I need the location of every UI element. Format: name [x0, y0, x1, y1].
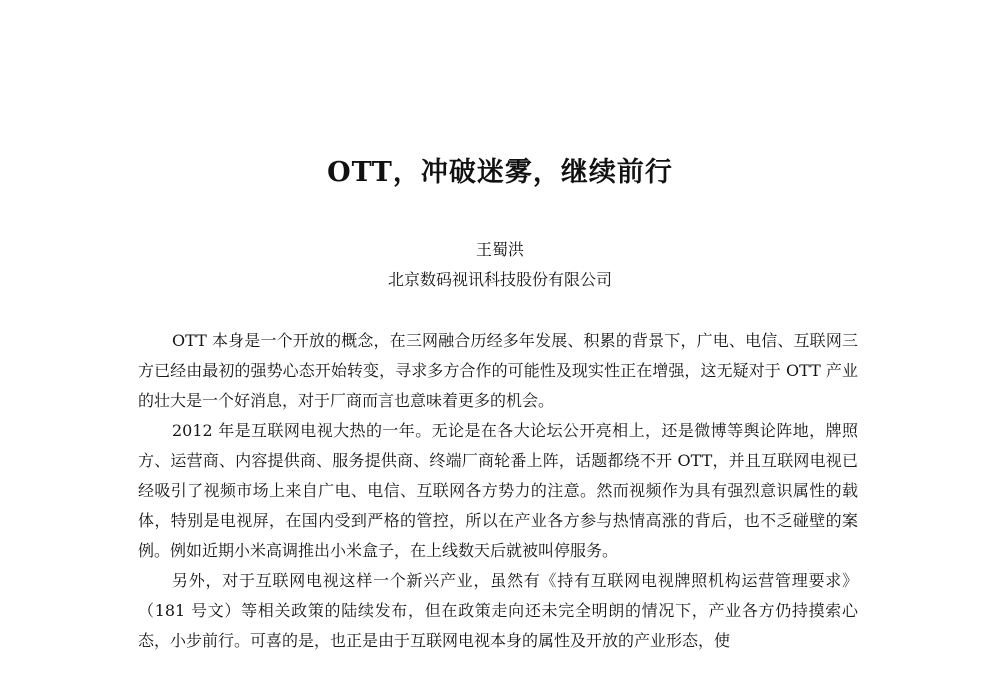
paragraph: 2012 年是互联网电视大热的一年。无论是在各大论坛公开亮相上，还是微博等舆论阵地，牌照方、运营商、内容提供商、服务提供商、终端厂商轮番上阵，话题都绕不开 OTT，并且互联网电视已经吸引了视频市场上来自广电、电信、互联网各方势力的注意。然而视频作为具有强烈意识属性的载体，特别是电视屏，在国内受到严格的管控，所以在产业各方参与热情高涨的背后，也不乏碰壁的案例。例如近期小米高调推出小米盒子，在上线数天后就被叫停服务。 [138, 421, 858, 560]
article-body [138, 326, 858, 656]
article-title: OTT，冲破迷雾，继续前行 [327, 157, 673, 188]
author-name: 王蜀洪 [475, 240, 524, 259]
paragraph: 另外，对于互联网电视这样一个新兴产业，虽然有《持有互联网电视牌照机构运营管理要求》（181 号文）等相关政策的陆续发布，但在政策走向还未完全明朗的情况下，产业各方仍持摸索心态，小步前行。可喜的是，也正是由于互联网电视本身的属性及开放的产业形态，使 [138, 571, 858, 650]
paragraph: OTT 本身是一个开放的概念，在三网融合历经多年发展、积累的背景下，广电、电信、互联网三方已经由最初的强势心态开始转变，寻求多方合作的可能性及现实性正在增强，这无疑对于 OTT 产业的壮大是一个好消息，对于厂商而言也意味着更多的机会。 [138, 331, 858, 410]
author-affiliation: 北京数码视讯科技股份有限公司 [387, 270, 612, 289]
